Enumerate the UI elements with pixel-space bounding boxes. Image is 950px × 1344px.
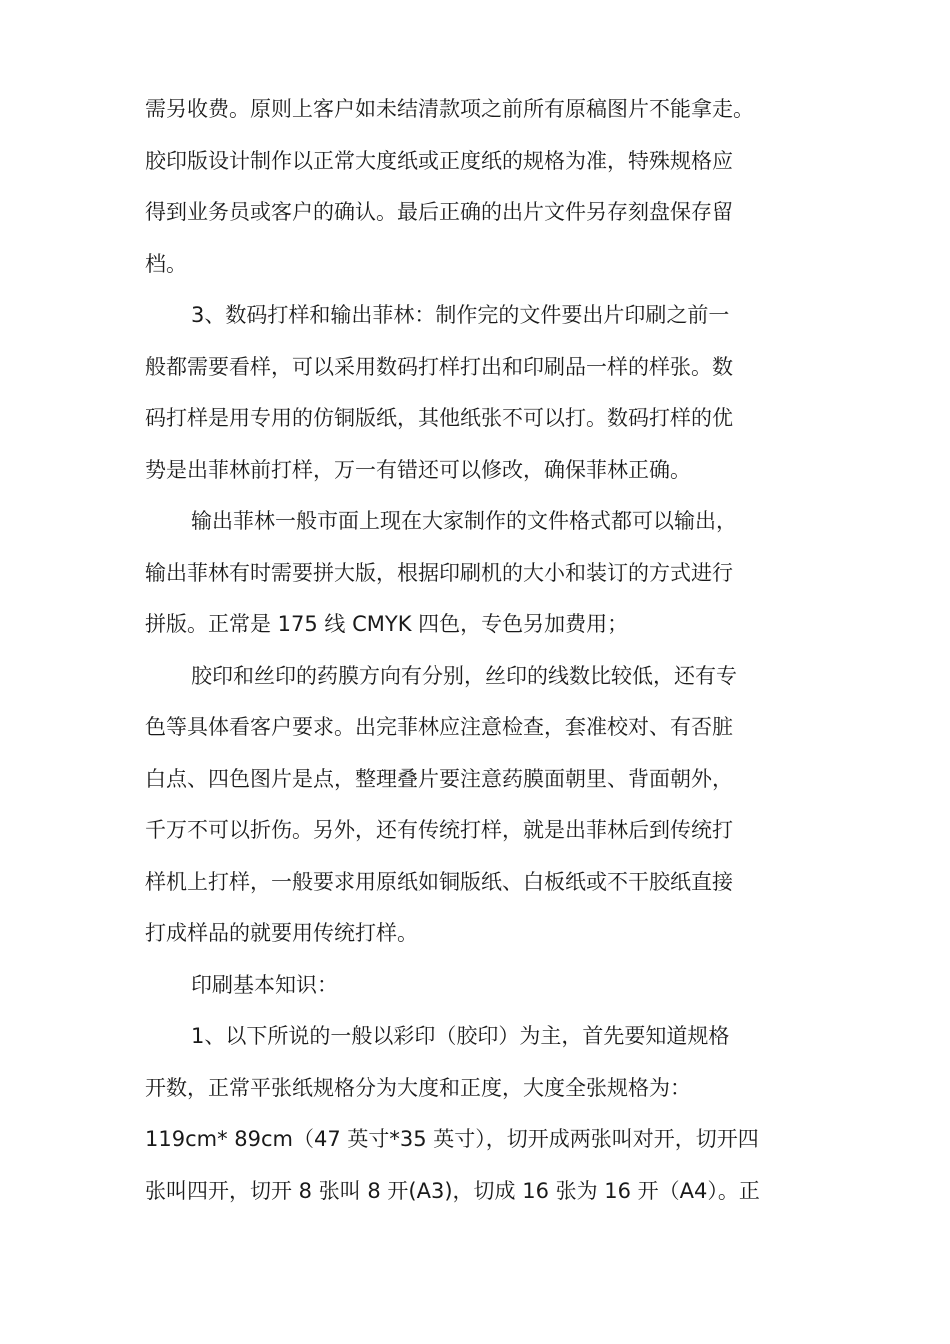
text-line: 般都需要看样，可以采用数码打样打出和印刷品一样的样张。数 (145, 354, 733, 379)
text-line: 开数，正常平张纸规格分为大度和正度，大度全张规格为： (145, 1075, 691, 1100)
text-line: 白点、四色图片是点，整理叠片要注意药膜面朝里、背面朝外， (145, 766, 733, 791)
text-line: 势是出菲林前打样，万一有错还可以修改，确保菲林正确。 (145, 457, 691, 482)
text-line: 拼版。正常是 175 线 CMYK 四色，专色另加费用； (145, 612, 629, 636)
text-line: 得到业务员或客户的确认。最后正确的出片文件另存刻盘保存留 (145, 200, 733, 224)
text-line: 档。 (145, 251, 187, 276)
text-line: 3、数码打样和输出菲林：制作完的文件要出片印刷之前一 (191, 303, 730, 327)
text-line: 输出菲林一般市面上现在大家制作的文件格式都可以输出， (191, 509, 737, 533)
text-line: 输出菲林有时需要拼大版，根据印刷机的大小和装订的方式进行 (145, 560, 733, 585)
document-body (145, 84, 825, 1217)
text-line: 印刷基本知识： (191, 972, 338, 997)
text-line: 胶印版设计制作以正常大度纸或正度纸的规格为准，特殊规格应 (145, 148, 733, 173)
text-line: 千万不可以折伤。另外，还有传统打样，就是出菲林后到传统打 (145, 818, 733, 842)
text-line: 胶印和丝印的药膜方向有分别，丝印的线数比较低，还有专 (191, 663, 737, 688)
text-line: 需另收费。原则上客户如未结清款项之前所有原稿图片不能拿走。 (145, 97, 754, 121)
text-line: 色等具体看客户要求。出完菲林应注意检查，套准校对、有否脏 (145, 715, 733, 739)
text-line: 1、以下所说的一般以彩印（胶印）为主，首先要知道规格 (191, 1024, 730, 1048)
text-line: 119cm* 89cm（47 英寸*35 英寸），切开成两张叫对开，切开四 (145, 1127, 759, 1151)
text-line: 样机上打样，一般要求用原纸如铜版纸、白板纸或不干胶纸直接 (145, 869, 733, 894)
text-line: 打成样品的就要用传统打样。 (145, 921, 418, 945)
text-line: 张叫四开，切开 8 张叫 8 开(A3)，切成 16 张为 16 开（A4）。正 (145, 1178, 760, 1203)
text-line: 码打样是用专用的仿铜版纸，其他纸张不可以打。数码打样的优 (145, 406, 733, 430)
